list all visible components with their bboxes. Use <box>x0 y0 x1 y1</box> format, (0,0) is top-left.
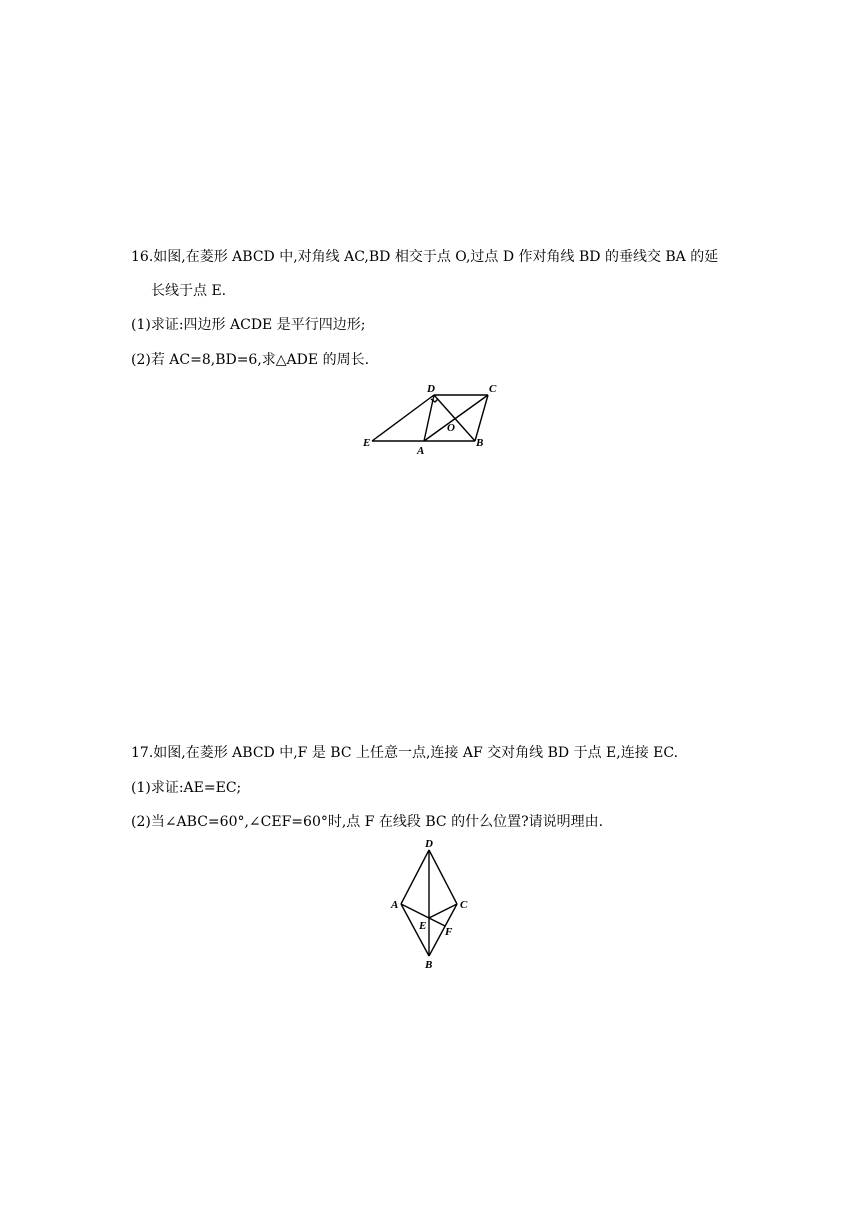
problem-17-figure <box>385 836 475 972</box>
problem-17-part2: (2)当∠ABC=60°,∠CEF=60°时,点 F 在线段 BC 的什么位置?请说明理由. <box>131 814 604 830</box>
label-B: B <box>476 437 484 449</box>
problem-16-statement-line1: 16.如图,在菱形 ABCD 中,对角线 AC,BD 相交于点 O,过点 D 作对角线 BD 的垂线交 BA 的延 <box>131 249 719 265</box>
label-D: D <box>427 383 435 395</box>
segment-DB <box>434 395 475 441</box>
problem-17-part1: (1)求证:AE=EC; <box>131 780 242 796</box>
segment-DA <box>401 850 429 904</box>
label-O: O <box>447 422 455 434</box>
problem-16-part1: (1)求证:四边形 ACDE 是平行四边形; <box>131 317 366 333</box>
label-A: A <box>417 445 425 457</box>
label-B: B <box>425 959 433 971</box>
label-E: E <box>363 437 371 449</box>
label-D: D <box>425 838 433 850</box>
segment-CB <box>475 395 488 441</box>
problem-17-statement-line1: 17.如图,在菱形 ABCD 中,F 是 BC 上任意一点,连接 AF 交对角线 BD 于点 E,连接 EC. <box>131 745 679 761</box>
label-A: A <box>391 899 399 911</box>
segment-ED <box>372 395 434 441</box>
label-F: F <box>445 926 453 938</box>
problem-16-statement-line2: 长线于点 E. <box>151 283 227 299</box>
label-E: E <box>419 920 427 932</box>
segment-AC <box>424 395 488 441</box>
label-C: C <box>489 383 497 395</box>
problem-16-part2: (2)若 AC=8,BD=6,求△ADE 的周长. <box>131 352 370 368</box>
segment-DC <box>429 850 457 904</box>
problem-16-figure <box>355 378 515 458</box>
label-C: C <box>460 899 468 911</box>
segment-CB <box>429 904 457 956</box>
